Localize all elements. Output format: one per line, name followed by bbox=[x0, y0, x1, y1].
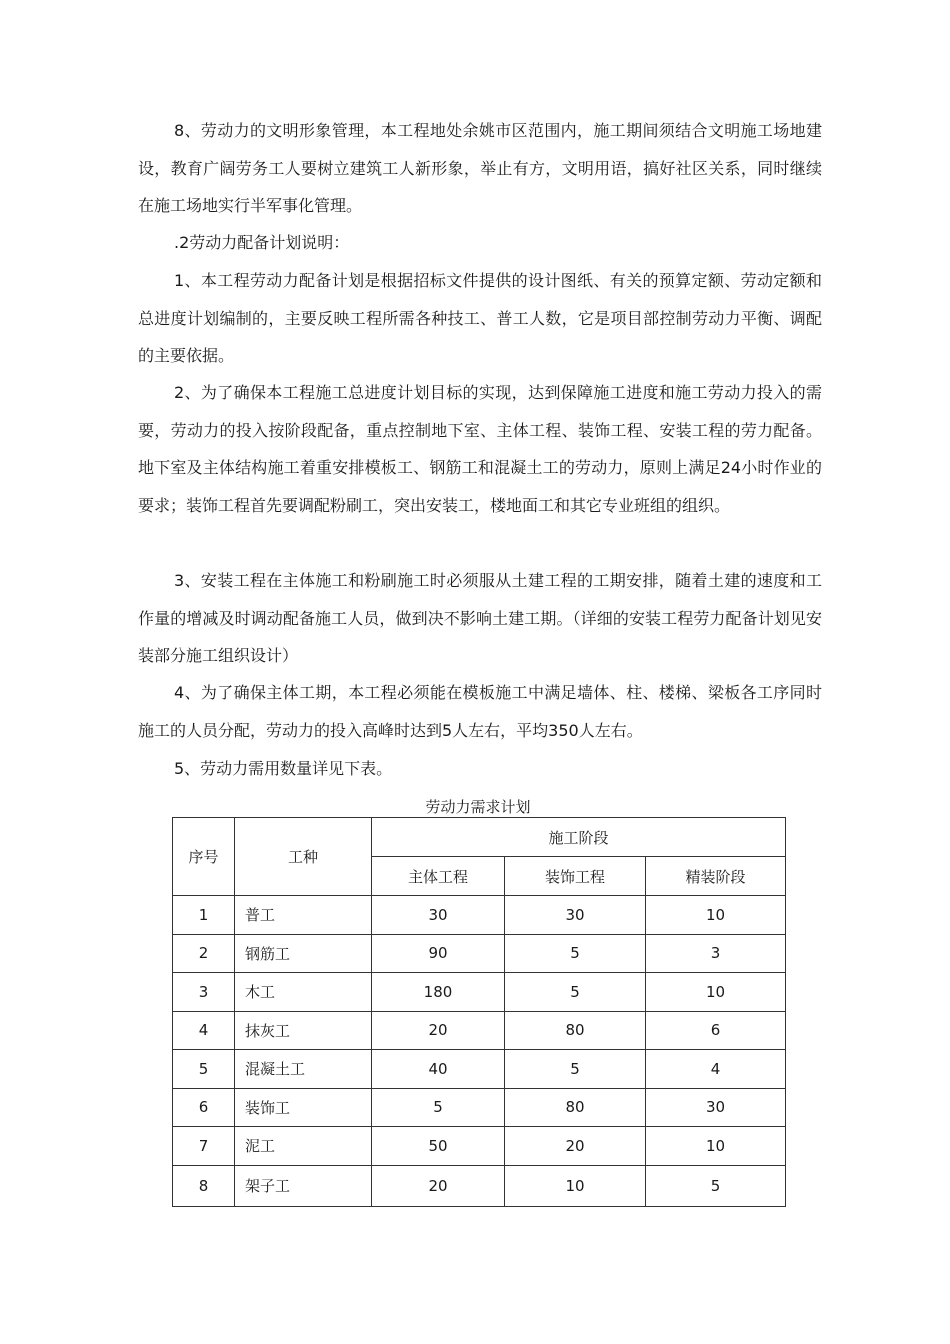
paragraph-civil-image: 8、劳动力的文明形象管理，本工程地处余姚市区范围内，施工期间须结合文明施工场地建设，教育广阔劳务工人要树立建筑工人新形象，举止有方，文明用语，搞好社区关系，同时继续在施工场地实行半军事化管理。 bbox=[138, 121, 822, 215]
header-stage-decoration: 装饰工程 bbox=[505, 857, 646, 896]
table-row bbox=[173, 896, 786, 935]
cell-decoration: 5 bbox=[505, 973, 646, 1012]
cell-main: 180 bbox=[372, 973, 505, 1012]
paragraph-installation: 3、安装工程在主体施工和粉刷施工时必须服从土建工程的工期安排，随着土建的速度和工作量的增减及时调动配备施工人员，做到决不影响土建工期。（详细的安装工程劳力配备计划见安装部分施工组织设计） bbox=[138, 571, 822, 665]
cell-main: 5 bbox=[372, 1088, 505, 1127]
cell-trade: 木工 bbox=[235, 973, 372, 1012]
cell-main: 90 bbox=[372, 934, 505, 973]
cell-seq: 2 bbox=[173, 934, 235, 973]
cell-decoration: 80 bbox=[505, 1088, 646, 1127]
cell-trade: 泥工 bbox=[235, 1127, 372, 1166]
cell-decoration: 30 bbox=[505, 896, 646, 935]
table-row bbox=[173, 1088, 786, 1127]
cell-trade: 混凝土工 bbox=[235, 1050, 372, 1089]
cell-finishing: 30 bbox=[646, 1088, 786, 1127]
cell-main: 20 bbox=[372, 1165, 505, 1206]
paragraph-plan-basis: 1、本工程劳动力配备计划是根据招标文件提供的设计图纸、有关的预算定额、劳动定额和总进度计划编制的，主要反映工程所需各种技工、普工人数，它是项目部控制劳动力平衡、调配的主要依据。 bbox=[138, 271, 822, 365]
cell-finishing: 10 bbox=[646, 973, 786, 1012]
cell-finishing: 10 bbox=[646, 1127, 786, 1166]
cell-main: 20 bbox=[372, 1011, 505, 1050]
cell-seq: 5 bbox=[173, 1050, 235, 1089]
cell-trade: 装饰工 bbox=[235, 1088, 372, 1127]
cell-decoration: 20 bbox=[505, 1127, 646, 1166]
header-stage-finishing: 精装阶段 bbox=[646, 857, 786, 896]
cell-decoration: 10 bbox=[505, 1165, 646, 1206]
table-row bbox=[173, 973, 786, 1012]
section-heading-labor-plan: .2劳动力配备计划说明： bbox=[174, 233, 350, 252]
cell-main: 30 bbox=[372, 896, 505, 935]
cell-finishing: 3 bbox=[646, 934, 786, 973]
header-trade: 工种 bbox=[235, 818, 372, 896]
table-row bbox=[173, 1165, 786, 1206]
paragraph-main-period: 4、为了确保主体工期，本工程必须能在模板施工中满足墙体、柱、楼梯、梁板各工序同时施工的人员分配，劳动力的投入高峰时达到5人左右，平均350人左右。 bbox=[138, 683, 822, 740]
cell-main: 50 bbox=[372, 1127, 505, 1166]
labor-demand-table bbox=[172, 817, 786, 1207]
cell-decoration: 5 bbox=[505, 934, 646, 973]
cell-trade: 抹灰工 bbox=[235, 1011, 372, 1050]
cell-decoration: 5 bbox=[505, 1050, 646, 1089]
cell-seq: 8 bbox=[173, 1165, 235, 1206]
header-stage: 施工阶段 bbox=[372, 818, 786, 857]
table-row bbox=[173, 934, 786, 973]
cell-seq: 6 bbox=[173, 1088, 235, 1127]
table-row bbox=[173, 1011, 786, 1050]
table-row bbox=[173, 1127, 786, 1166]
paragraph-table-intro: 5、劳动力需用数量详见下表。 bbox=[174, 759, 393, 778]
cell-finishing: 5 bbox=[646, 1165, 786, 1206]
cell-seq: 4 bbox=[173, 1011, 235, 1050]
cell-seq: 1 bbox=[173, 896, 235, 935]
cell-trade: 钢筋工 bbox=[235, 934, 372, 973]
cell-main: 40 bbox=[372, 1050, 505, 1089]
cell-seq: 3 bbox=[173, 973, 235, 1012]
cell-finishing: 6 bbox=[646, 1011, 786, 1050]
paragraph-progress-target: 2、为了确保本工程施工总进度计划目标的实现，达到保障施工进度和施工劳动力投入的需要，劳动力的投入按阶段配备，重点控制地下室、主体工程、装饰工程、安装工程的劳力配备。地下室及主体结构施工着重安排模板工、钢筋工和混凝土工的劳动力，原则上满足24小时作业的要求；装饰工程首先要调配粉刷工，突出安装工，楼地面工和其它专业班组的组织。 bbox=[138, 383, 822, 515]
cell-decoration: 80 bbox=[505, 1011, 646, 1050]
cell-trade: 普工 bbox=[235, 896, 372, 935]
cell-finishing: 10 bbox=[646, 896, 786, 935]
cell-seq: 7 bbox=[173, 1127, 235, 1166]
cell-finishing: 4 bbox=[646, 1050, 786, 1089]
table-caption: 劳动力需求计划 bbox=[425, 798, 531, 816]
cell-trade: 架子工 bbox=[235, 1165, 372, 1206]
header-seq: 序号 bbox=[173, 818, 235, 896]
table-row bbox=[173, 1050, 786, 1089]
header-stage-main: 主体工程 bbox=[372, 857, 505, 896]
table-header-row bbox=[173, 818, 786, 857]
